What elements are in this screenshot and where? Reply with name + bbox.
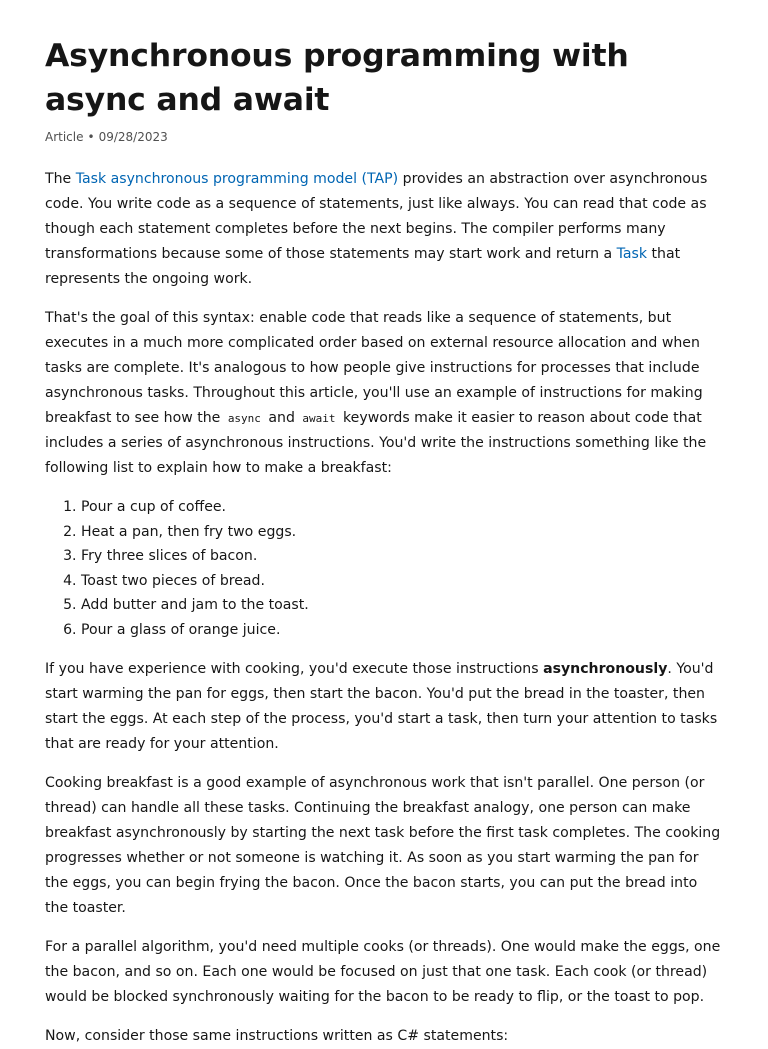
tap-link[interactable]: Task asynchronous programming model (TAP): [75, 171, 399, 187]
intro-paragraph: [45, 167, 722, 292]
list-item: 3. Fry three slices of bacon.: [81, 544, 722, 569]
intro-text-middle: provides an abstraction over asynchronous code. You write code as a sequence of statements, just like always. You can read that code as though each statement completes before the next begins. The compiler performs many transformations because some of those statements may start work and return a: [45, 171, 708, 262]
cooking-text-end: . You'd start warming the pan for eggs, then start the bacon. You'd put the bread in the toaster, then start the eggs. At each step of the process, you'd start a task, then turn your attention to tasks that are ready for your attention.: [45, 660, 718, 752]
page-title: Asynchronous programming with async and await: [45, 38, 629, 118]
csharp-intro-paragraph: Now, consider those same instructions written as C# statements:: [45, 1027, 509, 1044]
goal-text-and: and: [263, 410, 300, 426]
list-item: 5. Add butter and jam to the toast.: [81, 593, 722, 618]
breakfast-steps-list: [45, 495, 722, 643]
article-meta: [45, 128, 722, 146]
meta-separator: •: [87, 130, 95, 144]
goal-text-start: That's the goal of this syntax: enable code that reads like a sequence of statements, but executes in a much more complicated order based on external resource allocation and when tasks are complete. It's analogous to how people give instructions for processes that include asynchronous tasks. Throughout this article, you'll use an example of instructions for making breakfast to see how the: [45, 310, 703, 426]
list-item: 2. Heat a pan, then fry two eggs.: [81, 520, 722, 545]
article-type: Article: [45, 130, 84, 144]
intro-text-start: The: [45, 171, 76, 187]
goal-paragraph: [45, 306, 722, 481]
await-keyword: await: [302, 412, 336, 425]
list-item: 1. Pour a cup of coffee.: [81, 495, 722, 520]
not-parallel-paragraph: Cooking breakfast is a good example of asynchronous work that isn't parallel. One person (or thread) can handle all these tasks. Continuing the breakfast analogy, one person can make breakfast asynchronously by starting the next task before the first task completes. The cooking progresses whether or not someone is watching it. As soon as you start warming the pan for the eggs, you can begin frying the bacon. Once the bacon starts, you can put the bread into the toaster.: [45, 774, 721, 916]
cooking-text-start: If you have experience with cooking, you'd execute those instructions: [45, 660, 544, 677]
cooking-paragraph: [45, 657, 722, 757]
intro-text-end: that represents the ongoing work.: [45, 246, 681, 287]
parallel-paragraph: For a parallel algorithm, you'd need multiple cooks (or threads). One would make the eggs, one the bacon, and so on. Each one would be focused on just that one task. Each cook (or thread) would be blocked synchronously waiting for the bacon to be ready to flip, or the toast to pop.: [45, 938, 721, 1005]
list-item: 4. Toast two pieces of bread.: [81, 569, 722, 594]
article-date: 09/28/2023: [98, 130, 168, 144]
async-keyword: async: [227, 412, 261, 425]
goal-text-end: keywords make it easier to reason about code that includes a series of asynchronous instructions. You'd write the instructions something like the following list to explain how to make a breakfast:: [45, 410, 707, 476]
task-link[interactable]: Task: [616, 246, 648, 262]
list-item: 6. Pour a glass of orange juice.: [81, 618, 722, 643]
asynchronously-emphasis: asynchronously: [543, 660, 668, 677]
